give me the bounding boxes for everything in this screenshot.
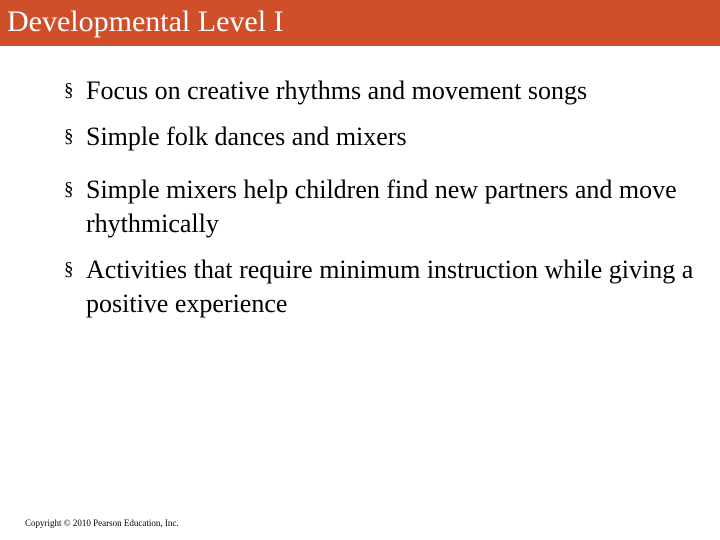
bullet-item — [64, 74, 704, 108]
bullet-marker-icon: § — [64, 80, 74, 101]
bullet-list — [64, 74, 704, 321]
bullet-text: Simple folk dances and mixers — [86, 122, 407, 151]
bullet-text: Focus on creative rhythms and movement songs — [86, 76, 588, 105]
bullet-item — [64, 120, 704, 154]
title-bar — [0, 0, 720, 46]
bullet-marker-icon: § — [64, 126, 74, 147]
bullet-marker-icon: § — [64, 259, 74, 280]
bullet-marker-icon: § — [64, 179, 74, 200]
bullet-item — [64, 173, 704, 241]
bullet-text: Simple mixers help children find new partners and move rhythmically — [86, 175, 677, 238]
bullet-item — [64, 253, 704, 321]
bullet-text: Activities that require minimum instruction while giving a positive experience — [86, 255, 694, 318]
copyright-notice: Copyright © 2010 Pearson Education, Inc. — [25, 518, 179, 528]
slide-title: Developmental Level I — [7, 5, 284, 38]
